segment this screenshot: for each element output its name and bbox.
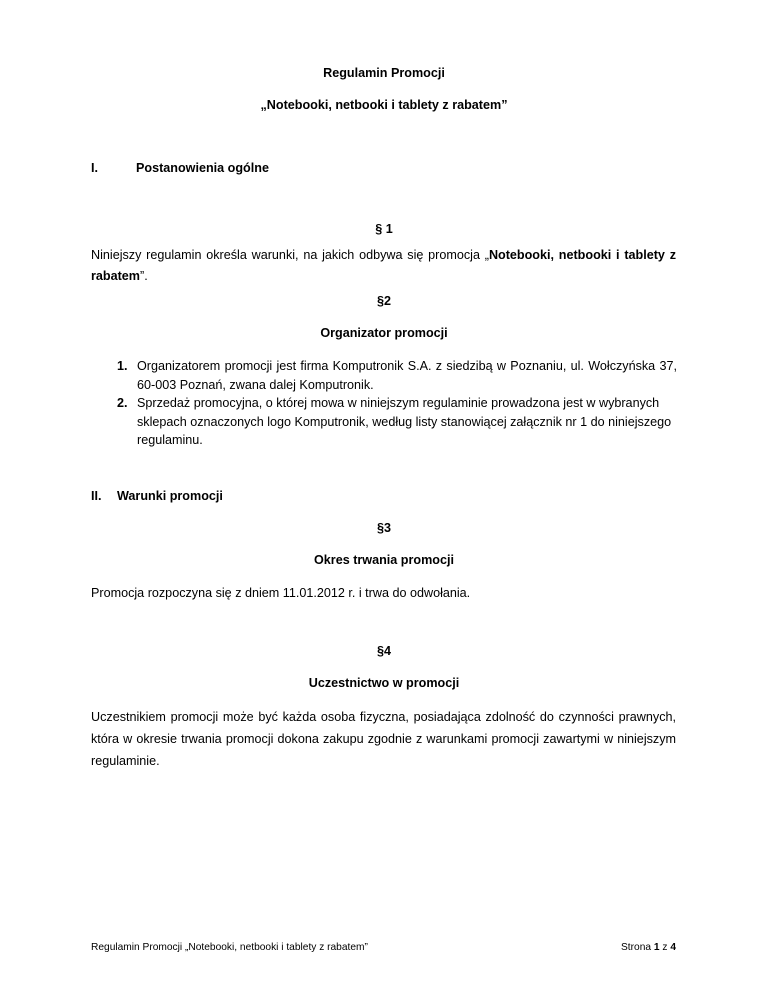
paragraph-mark-2: §2 bbox=[376, 294, 391, 308]
page-total: 4 bbox=[670, 942, 676, 953]
paragraph-mark-1: § 1 bbox=[375, 222, 393, 236]
paragraph-mark-3: §3 bbox=[376, 521, 391, 535]
page-label: Strona bbox=[621, 942, 652, 953]
page-separator: z bbox=[662, 942, 668, 953]
list-item-text: Sprzedaż promocyjna, o której mowa w niniejszym regulaminie prowadzona jest w wybranych sklepach oznaczonych logo Komputronik, według listy stanowiącej załącznik nr 1 do niniejszego regulaminu. bbox=[137, 396, 672, 447]
paragraph-3-title: Okres trwania promocji bbox=[314, 553, 454, 567]
section-title: Postanowienia ogólne bbox=[136, 161, 269, 175]
paragraph-1-text-pre: Niniejszy regulamin określa warunki, na jakich odbywa się promocja „ bbox=[91, 248, 489, 262]
paragraph-4-text: Uczestnikiem promocji może być każda osoba fizyczna, posiadająca zdolność do czynności prawnych, która w okresie trwania promocji dokona zakupu zgodnie z warunkami promocji zawartymi w niniejszym regulaminie. bbox=[91, 710, 676, 768]
section-title: Warunki promocji bbox=[117, 489, 223, 503]
paragraph-1-text-post: ”. bbox=[140, 269, 148, 283]
document-subtitle: „Notebooki, netbooki i tablety z rabatem” bbox=[260, 98, 508, 112]
page-current: 1 bbox=[653, 942, 660, 953]
organizer-list bbox=[117, 357, 677, 450]
page-number bbox=[621, 942, 676, 953]
section-number: I. bbox=[91, 161, 98, 175]
list-marker: 1. bbox=[117, 359, 128, 373]
list-item bbox=[117, 357, 677, 394]
section-heading-2 bbox=[91, 489, 223, 503]
list-marker: 2. bbox=[117, 396, 128, 410]
footer-document-title: Regulamin Promocji „Notebooki, netbooki i tablety z rabatem” bbox=[91, 942, 368, 953]
list-item-text: Organizatorem promocji jest firma Komputronik S.A. z siedzibą w Poznaniu, ul. Wołczyńska 37, 60-003 Poznań, zwana dalej Komputronik. bbox=[137, 359, 677, 392]
paragraph-mark-4: §4 bbox=[376, 644, 391, 658]
list-item bbox=[117, 394, 677, 450]
paragraph-4-title: Uczestnictwo w promocji bbox=[308, 676, 460, 690]
section-heading-1 bbox=[91, 161, 269, 175]
paragraph-2-title: Organizator promocji bbox=[320, 326, 448, 340]
section-number: II. bbox=[91, 489, 102, 503]
paragraph-1-text bbox=[91, 245, 676, 287]
document-title: Regulamin Promocji bbox=[323, 66, 445, 80]
promotion-name: Notebooki, netbooki i tablety z rabatem bbox=[91, 248, 676, 283]
paragraph-3-text: Promocja rozpoczyna się z dniem 11.01.2012 r. i trwa do odwołania. bbox=[91, 586, 471, 600]
